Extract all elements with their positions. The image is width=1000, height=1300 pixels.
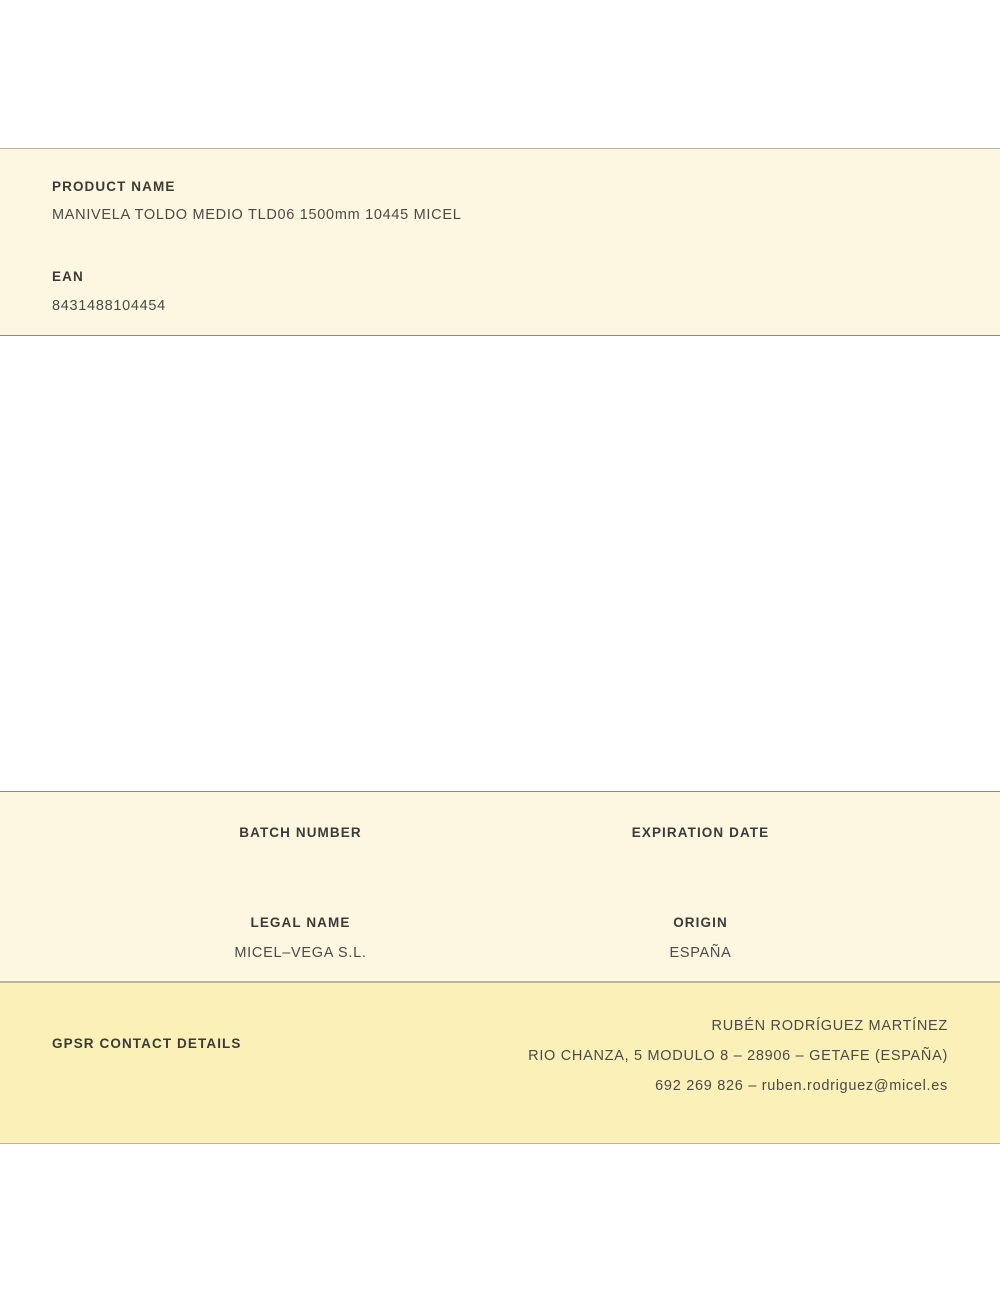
batch-legal-band [0,791,1000,982]
expiration-date-label: EXPIRATION DATE [631,825,770,840]
ean-value: 8431488104454 [52,298,166,314]
gpsr-contact-lines [528,1011,948,1101]
batch-number-label: BATCH NUMBER [239,825,362,840]
gpsr-contact-band [0,982,1000,1144]
origin-value: ESPAÑA [669,945,732,961]
meta-grid [0,792,1000,981]
legal-name-label: LEGAL NAME [250,915,351,930]
ean-label: EAN [52,269,84,284]
blank-content-area [0,336,1000,791]
gpsr-contact-phone-email: 692 269 826 – ruben.rodriguez@micel.es [655,1078,948,1094]
gpsr-contact-address: RIO CHANZA, 5 MODULO 8 – 28906 – GETAFE (ESPAÑA) [528,1048,948,1064]
product-name-value: MANIVELA TOLDO MEDIO TLD06 1500mm 10445 MICEL [52,207,462,223]
gpsr-contact-label: GPSR CONTACT DETAILS [52,1036,242,1051]
origin-label: ORIGIN [673,915,728,930]
product-name-label: PRODUCT NAME [52,179,176,194]
product-info-band [0,148,1000,336]
gpsr-contact-name: RUBÉN RODRÍGUEZ MARTÍNEZ [711,1018,948,1034]
bottom-margin-blank [0,1144,1000,1300]
legal-name-value: MICEL–VEGA S.L. [234,945,367,961]
